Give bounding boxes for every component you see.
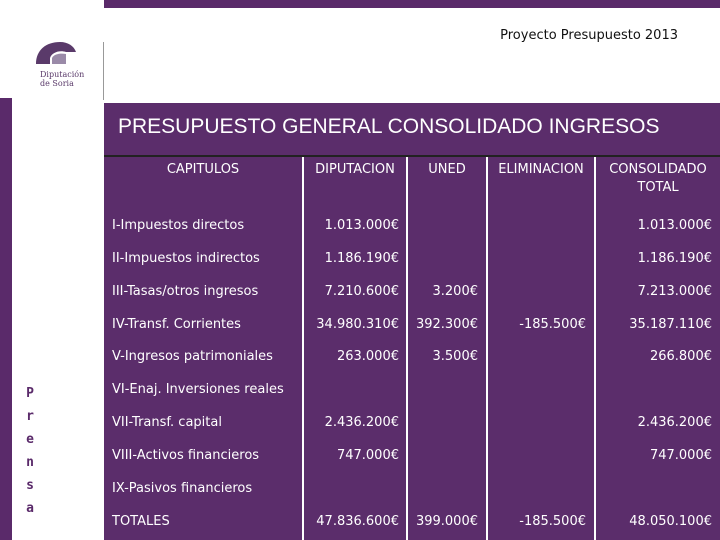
row-label: VIII-Activos financieros xyxy=(112,448,260,463)
side-letter: P xyxy=(26,386,34,401)
cell-diputacion: 2.436.200€ xyxy=(324,415,399,430)
row-label: V-Ingresos patrimoniales xyxy=(112,349,273,364)
side-letter: e xyxy=(26,432,34,447)
cell-diputacion: 1.186.190€ xyxy=(324,251,399,266)
row-label: VI-Enaj. Inversiones reales xyxy=(112,382,284,397)
cell-total: 747.000€ xyxy=(649,448,712,463)
row-label: TOTALES xyxy=(112,514,170,529)
cell-total: 48.050.100€ xyxy=(629,514,712,529)
row-label: III-Tasas/otros ingresos xyxy=(112,284,259,299)
logo-text xyxy=(40,70,84,88)
left-accent-bar xyxy=(0,98,12,540)
cell-diputacion: 263.000€ xyxy=(336,349,399,364)
cell-uned: 3.500€ xyxy=(432,349,478,364)
cell-uned: 3.200€ xyxy=(432,284,478,299)
cell-diputacion: 47.836.600€ xyxy=(316,514,399,529)
title-banner xyxy=(104,103,720,155)
side-vertical-text xyxy=(24,382,36,520)
side-letter: r xyxy=(26,409,34,424)
row-label: II-Impuestos indirectos xyxy=(112,251,260,266)
header-total: CONSOLIDADO TOTAL xyxy=(609,162,707,195)
project-title: Proyecto Presupuesto 2013 xyxy=(500,28,678,43)
cell-diputacion: 34.980.310€ xyxy=(316,317,399,332)
header-diputacion: DIPUTACION xyxy=(315,162,395,177)
header-eliminacion: ELIMINACION xyxy=(498,162,584,177)
cell-total: 7.213.000€ xyxy=(637,284,712,299)
side-letter: s xyxy=(26,478,34,493)
cell-diputacion: 7.210.600€ xyxy=(324,284,399,299)
side-letter: a xyxy=(26,501,34,516)
logo-line1: Diputación xyxy=(40,70,85,79)
logo-line2: de Soria xyxy=(40,79,74,88)
column-eliminacion xyxy=(488,157,594,540)
cell-uned: 392.300€ xyxy=(415,317,478,332)
row-label: I-Impuestos directos xyxy=(112,218,245,233)
cell-eliminacion: -185.500€ xyxy=(519,317,586,332)
row-label: IV-Transf. Corrientes xyxy=(112,317,241,332)
cell-eliminacion: -185.500€ xyxy=(519,514,586,529)
cell-diputacion: 747.000€ xyxy=(336,448,399,463)
side-letter: n xyxy=(26,455,34,470)
cell-uned: 399.000€ xyxy=(415,514,478,529)
cell-total: 266.800€ xyxy=(649,349,712,364)
row-label: VII-Transf. capital xyxy=(112,415,222,430)
cell-diputacion: 1.013.000€ xyxy=(324,218,399,233)
header-divider xyxy=(103,42,104,100)
banner-title: PRESUPUESTO GENERAL CONSOLIDADO INGRESOS xyxy=(118,115,660,138)
header-capitulos: CAPITULOS xyxy=(166,162,240,177)
cell-total: 1.186.190€ xyxy=(637,251,712,266)
cell-total: 1.013.000€ xyxy=(637,218,712,233)
top-accent-bar xyxy=(104,0,720,8)
header-uned: UNED xyxy=(428,162,466,177)
budget-table xyxy=(104,155,720,540)
cell-total: 2.436.200€ xyxy=(637,415,712,430)
cell-total: 35.187.110€ xyxy=(629,317,712,332)
row-label: IX-Pasivos financieros xyxy=(112,481,253,496)
